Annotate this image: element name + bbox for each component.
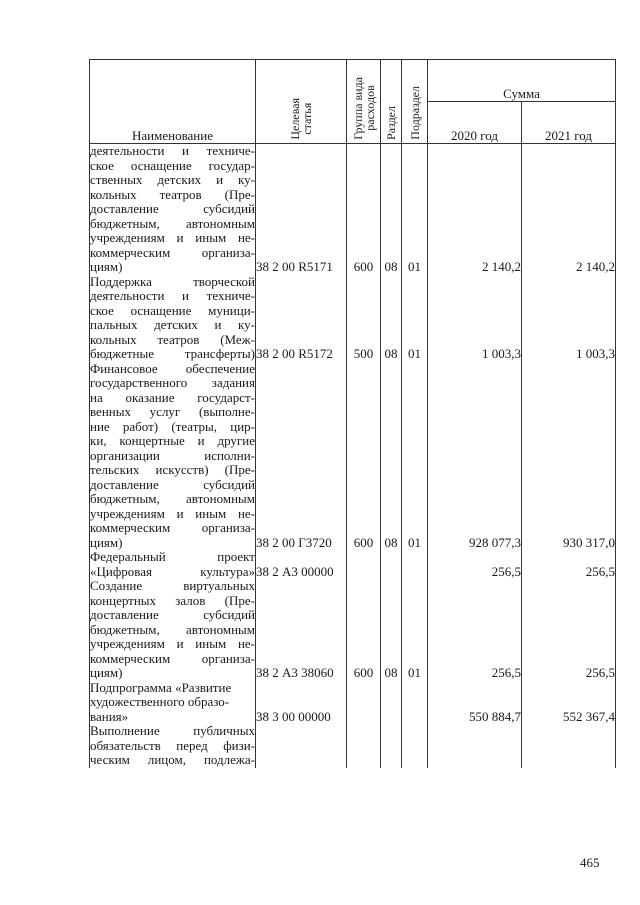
table-row: [90, 579, 616, 681]
row-sum-2020: 550 884,7: [428, 681, 522, 725]
row-group: [347, 724, 381, 768]
row-sum-2021: 1 003,3: [522, 275, 616, 362]
row-target: 38 2 00 R5172: [256, 275, 347, 362]
row-subsection: 01: [402, 275, 428, 362]
row-target: 38 2 А3 38060: [256, 579, 347, 681]
table-row: [90, 550, 616, 579]
row-target: 38 3 00 00000: [256, 681, 347, 725]
row-sum-2020: 256,5: [428, 550, 522, 579]
budget-table: [89, 59, 616, 768]
row-section: [381, 550, 402, 579]
header-subsection: [402, 60, 428, 144]
row-target: [256, 724, 347, 768]
row-target: 38 2 00 Г3720: [256, 362, 347, 551]
row-target: 38 2 00 R5171: [256, 144, 347, 275]
row-sum-2020: 2 140,2: [428, 144, 522, 275]
row-group: 500: [347, 275, 381, 362]
row-sum-2021: 552 367,4: [522, 681, 616, 725]
row-sum-2020: 928 077,3: [428, 362, 522, 551]
row-sum-2021: 256,5: [522, 550, 616, 579]
row-sum-2021: 2 140,2: [522, 144, 616, 275]
table-row: [90, 724, 616, 768]
table-row: [90, 275, 616, 362]
row-sum-2020: [428, 724, 522, 768]
row-subsection: 01: [402, 579, 428, 681]
row-group: 600: [347, 144, 381, 275]
row-name: деятельности и техниче- ское оснащение государ- ственных детских и ку- кольных театров (Пре- доставление субсидий бюджетным, автономным учреждениям и иным не- коммерческим организа- циям): [90, 143, 255, 274]
row-name: Создание виртуальных концертных залов (Пре- доставление субсидий бюджетным, автономным учреждениям и иным не- коммерческим организа- циям): [90, 578, 255, 680]
header-group-label: Группа вида расходов: [350, 76, 377, 140]
row-subsection: [402, 550, 428, 579]
row-sum-2021: 930 317,0: [522, 362, 616, 551]
row-section: [381, 681, 402, 725]
header-subsection-label: Подраздел: [407, 85, 422, 140]
page-number: 465: [580, 855, 600, 870]
header-sum: Сумма: [428, 60, 616, 102]
row-section: 08: [381, 362, 402, 551]
row-subsection: 01: [402, 362, 428, 551]
row-section: [381, 724, 402, 768]
row-subsection: [402, 724, 428, 768]
table-row: [90, 144, 616, 275]
row-sum-2020: 1 003,3: [428, 275, 522, 362]
row-name: Федеральный проект «Цифровая культура»: [90, 549, 255, 579]
row-section: 08: [381, 275, 402, 362]
row-sum-2020: 256,5: [428, 579, 522, 681]
header-target: [256, 60, 347, 144]
header-row: [90, 60, 616, 102]
row-name: Финансовое обеспечение государственного задания на оказание государст- венных услуг (выполне- ние работ) (театры, цир- ки, концертные и другие организации исполни- тельских искусств) (Пре- доставление субсидий бюджетным, автономным учреждениям и иным не- коммерческим организа- циям): [90, 360, 255, 550]
table-row: [90, 681, 616, 725]
row-group: [347, 550, 381, 579]
header-name: Наименование: [90, 60, 256, 144]
row-target: 38 2 А3 00000: [256, 550, 347, 579]
header-year-2020: 2020 год: [428, 102, 522, 144]
header-year-2021: 2021 год: [522, 102, 616, 144]
table-row: [90, 362, 616, 551]
header-target-label: Целевая статья: [288, 97, 314, 140]
row-sum-2021: 256,5: [522, 579, 616, 681]
row-subsection: 01: [402, 144, 428, 275]
row-section: 08: [381, 579, 402, 681]
row-group: 600: [347, 579, 381, 681]
row-name: Подпрограмма «Развитие художественного образо- вания»: [90, 681, 256, 725]
row-sum-2021: [522, 724, 616, 768]
row-name: Поддержка творческой деятельности и техниче- ское оснащение муници- пальных детских и ку- кольных театров (Меж- бюджетные трансферты): [90, 273, 255, 361]
row-section: 08: [381, 144, 402, 275]
header-section: [381, 60, 402, 144]
row-group: [347, 681, 381, 725]
header-group: [347, 60, 381, 144]
row-subsection: [402, 681, 428, 725]
row-group: 600: [347, 362, 381, 551]
row-name: Выполнение публичных обязательств перед физи- ческим лицом, подлежа-: [90, 723, 255, 767]
header-section-label: Раздел: [384, 105, 398, 140]
